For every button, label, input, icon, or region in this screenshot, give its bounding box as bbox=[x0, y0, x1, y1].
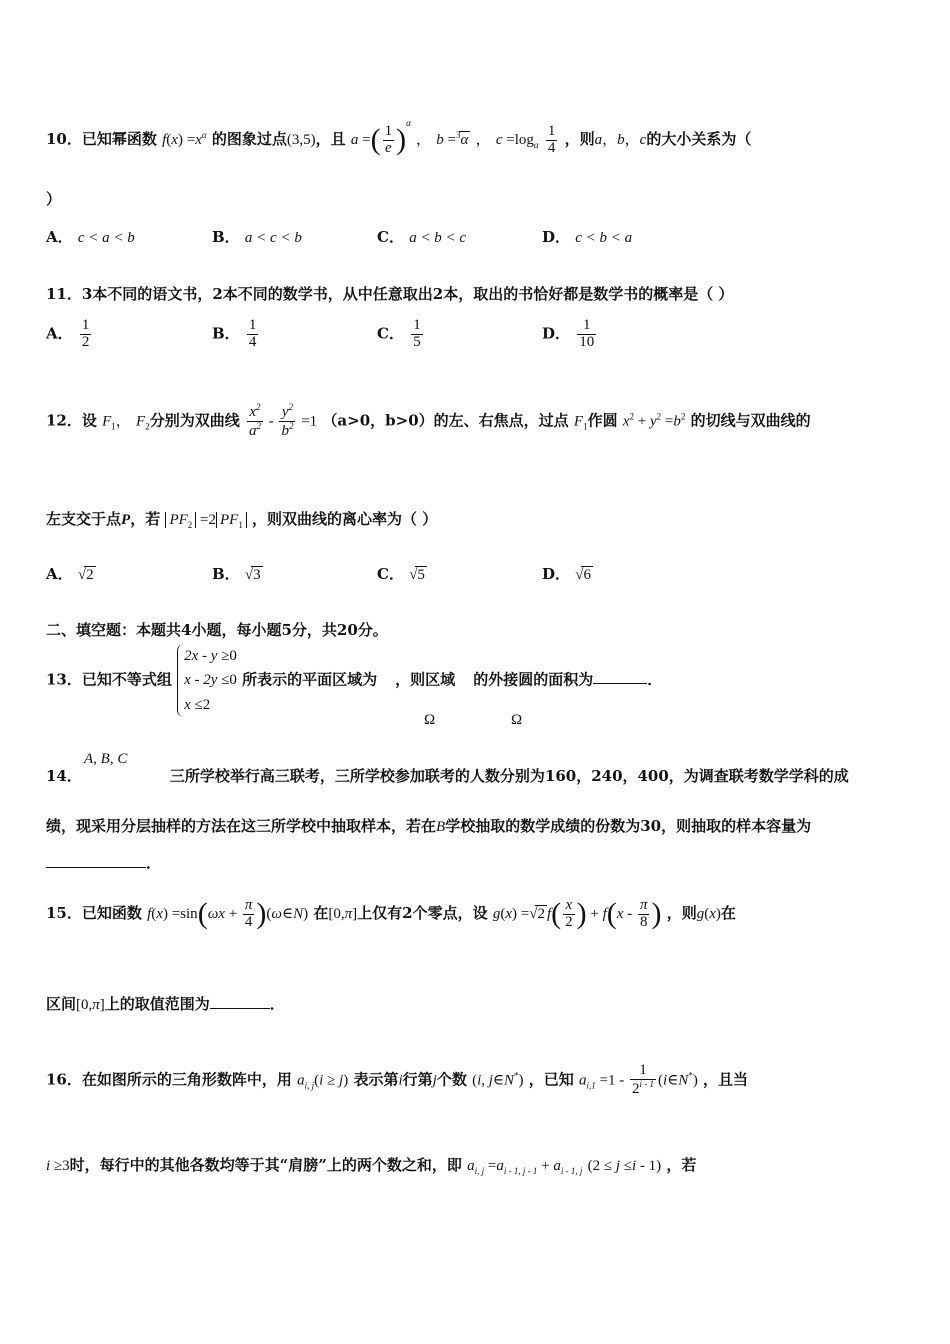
math-frac-1-e: $\frac{1}{e}$ bbox=[384, 122, 393, 156]
math-frac-y2-b2: $\frac{y^2}{b^2}$ bbox=[281, 402, 294, 439]
omega-symbol-1: Ω bbox=[424, 712, 436, 728]
option-11-b: B． $\frac{1}{4}$ bbox=[212, 317, 257, 350]
option-12-d: D． √6 bbox=[542, 565, 591, 583]
section-2-heading: 二、填空题：本题共4小题，每小题5分，共20分。 bbox=[46, 621, 388, 639]
schools-abc: A, B, C bbox=[84, 751, 128, 767]
option-12-c: C． √5 bbox=[377, 565, 425, 583]
question-12-line2: 左支交于点P，若 $PF_2 =2$ $PF_1$ ，则双曲线的离心率为（ ） bbox=[46, 510, 438, 530]
question-12: 12．设 $F_1$， $F_2$分别为双曲线 $\frac{x^2}{a^2}$ - $\frac{y^2}{b^2}$ =1 （a>0，b>0）的左、右焦点，过点 $F_1$作圆 $x^2 + y^2 =b^2$ 的切线与双曲线的 bbox=[46, 402, 811, 439]
option-12-b: B． √3 bbox=[212, 565, 261, 583]
inequality-system: 2x - y ≥0 x - 2y ≤0 x ≤2 bbox=[177, 644, 237, 717]
question-11: 11．3本不同的语文书，2本不同的数学书，从中任意取出2本，取出的书恰好都是数学书的概率是（ ） bbox=[46, 285, 734, 303]
option-11-d: D． $\frac{1}{10}$ bbox=[542, 317, 595, 350]
option-10-c: C． a < b < c bbox=[377, 228, 467, 246]
option-10-b: B． a < c < b bbox=[212, 228, 302, 246]
question-13: 13．已知不等式组 2x - y ≥0 x - 2y ≤0 x ≤2 所表示的平面区域为 ，则区域 的外接圆的面积为 ． bbox=[46, 644, 910, 717]
question-16-line2: i ≥3时，每行中的其他各数均等于其“肩膀”上的两个数之和，即 $a_{i, j} =a_{i - 1, j - 1} + a_{i - 1, j}$ (2 ≤ j ≤i - 1) ，若 bbox=[46, 1156, 697, 1176]
math-frac-1-4: $\frac{1}{4}$ bbox=[547, 122, 556, 156]
option-11-c: C． $\frac{1}{5}$ bbox=[377, 317, 421, 350]
math-frac-x2-a2: $\frac{x^2}{a^2}$ bbox=[248, 402, 261, 439]
question-15: 15．已知函数 f(x) =sin(ωx + $\frac{\pi}{4}$ )(ω∈N) 在[0,π]上仅有2个零点，设 g(x) =√2 f( $\frac{x}{2}$ ) + f(x - $\frac{\pi}{8}$ ) ，则g(x)在 bbox=[46, 896, 736, 930]
omega-symbol-2: Ω bbox=[511, 712, 523, 728]
question-14-line2: 绩，现采用分层抽样的方法在这三所学校中抽取样本，若在B学校抽取的数学成绩的份数为30，则抽取的样本容量为 bbox=[46, 817, 812, 835]
option-12-a: A． √2 bbox=[46, 565, 94, 583]
question-10-close: ） bbox=[46, 190, 62, 208]
option-10-d: D． c < b < a bbox=[542, 228, 633, 246]
math-fx: f bbox=[162, 132, 167, 148]
question-14-answer: ． bbox=[46, 852, 910, 873]
question-10: 10．已知幂函数 $f(x) =x^\alpha$ 的图象过点(3,5)，且 a =( $\frac{1}{e}$ )$^\alpha$ ， b =$^3$α ， $c =\log_\alpha$ $\frac{1}{4}$ ，则a，b，c的大小关系为（ bbox=[46, 118, 752, 156]
question-16: 16．在如图所示的三角形数阵中，用 $a_{i, j}(i \ge j)$ 表示第i行第j个数 (i, j∈N*) ，已知 $a_{i,1} =1$ - $\frac{1}{2^{i - 1}}$ (i∈N*) ，且当 bbox=[46, 1062, 749, 1097]
option-10-a: A． c < a < b bbox=[46, 228, 135, 246]
question-14: 14． 三所学校举行高三联考，三所学校参加联考的人数分别为160，240，400，为调查联考数学学科的成 bbox=[46, 767, 849, 785]
option-11-a: A． $\frac{1}{2}$ bbox=[46, 317, 90, 350]
question-15-line2: 区间[0,π]上的取值范围为 ． bbox=[46, 995, 285, 1013]
